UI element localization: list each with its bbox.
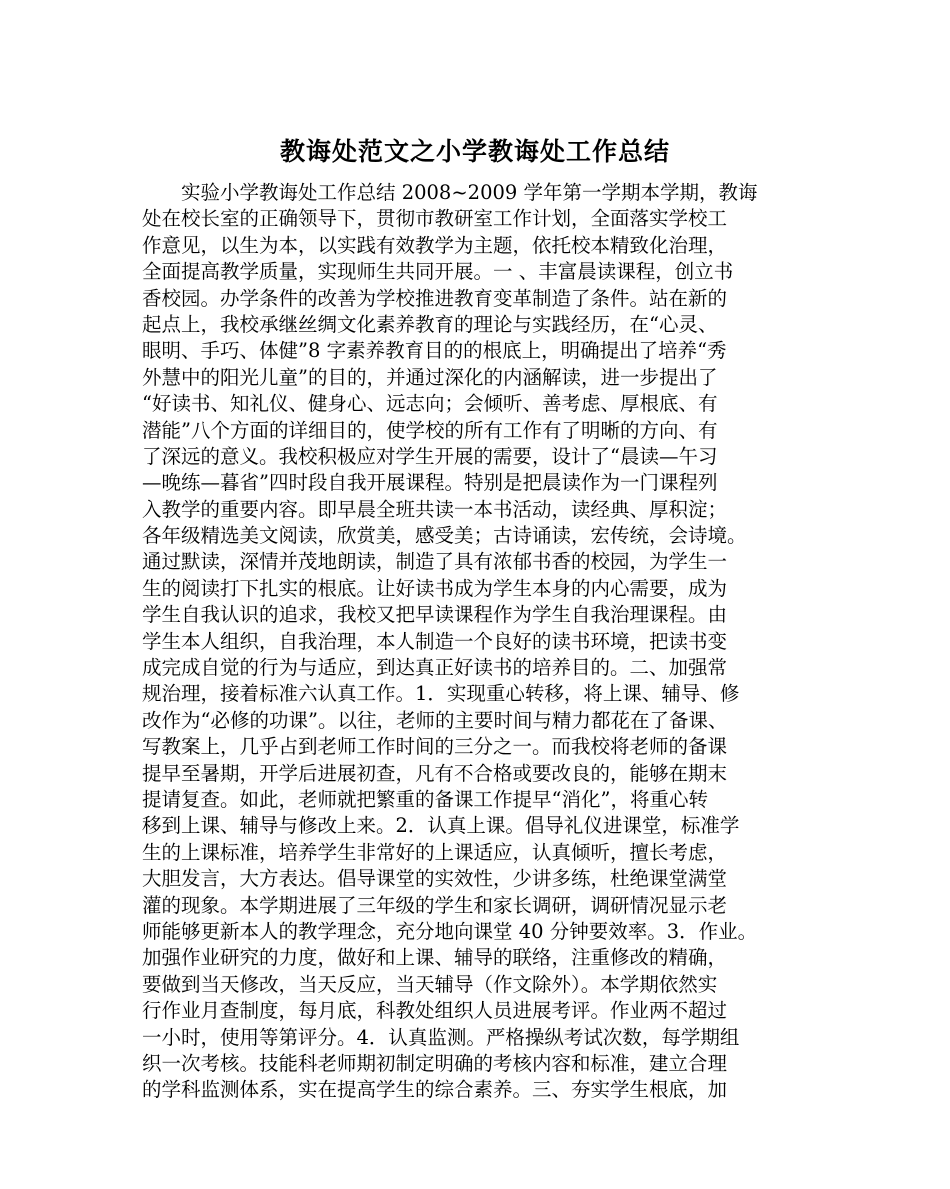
body-line: 全面提高教学质量，实现师生共同开展。一 、丰富晨读课程，创立书 (142, 260, 734, 284)
body-line: 提早至暑期，开学后进展初查，凡有不合格或要改良的，能够在期末 (142, 761, 728, 785)
body-line: 大胆发言，大方表达。倡导课堂的实效性，少讲多练，杜绝课堂满堂 (142, 867, 728, 891)
body-line: 学生本人组织，自我治理，本人制造一个良好的读书环境，把读书变 (142, 629, 728, 653)
body-line: 成完成自觉的行为与适应，到达真正好读书的培养目的。二、加强常 (142, 656, 728, 680)
body-line: 入教学的重要内容。即早晨全班共读一本书活动，读经典、厚积淀； (142, 497, 728, 521)
body-line: 生的阅读打下扎实的根底。让好读书成为学生本身的内心需要，成为 (142, 576, 728, 600)
body-line: 外慧中的阳光儿童”的目的，并通过深化的内涵解读，进一步提出了 (142, 365, 718, 389)
body-line: 灌的现象。本学期进展了三年级的学生和家长调研，调研情况显示老 (142, 893, 728, 917)
document-body (142, 180, 822, 1104)
body-line: 各年级精选美文阅读，欣赏美，感受美；古诗诵读，宏传统，会诗境。 (142, 524, 747, 548)
body-line: 通过默读，深情并茂地朗读，制造了具有浓郁书香的校园，为学生一 (142, 550, 728, 574)
body-line: 写教案上，几乎占到老师工作时间的三分之一。而我校将老师的备课 (142, 735, 728, 759)
body-line: 处在校长室的正确领导下，贯彻市教研室工作计划，全面落实学校工 (142, 207, 728, 231)
body-line: 织一次考核。技能科老师期初制定明确的考核内容和标准，建立合理 (142, 1051, 728, 1075)
body-line: 的学科监测体系，实在提高学生的综合素养。三、夯实学生根底，加 (142, 1078, 728, 1102)
body-line: 学生自我认识的追求，我校又把早读课程作为学生自我治理课程。由 (142, 603, 728, 627)
body-line: 规治理，接着标准六认真工作。1．实现重心转移，将上课、辅导、修 (142, 682, 740, 706)
body-line: 眼明、手巧、体健”8 字素养教育目的的根底上，明确提出了培养“秀 (142, 339, 727, 363)
body-line: 潜能”八个方面的详细目的，使学校的所有工作有了明晰的方向、有 (142, 418, 718, 442)
body-line: 提请复查。如此，老师就把繁重的备课工作提早“消化”，将重心转 (142, 787, 708, 811)
body-line: 起点上，我校承继丝绸文化素养教育的理论与实践经历，在“心灵、 (142, 312, 718, 336)
body-line: 要做到当天修改，当天反应，当天辅导（作文除外）。本学期依然实 (142, 972, 718, 996)
body-line: 生的上课标准，培养学生非常好的上课适应，认真倾听，擅长考虑， (142, 840, 728, 864)
body-line: 作意见，以生为本，以实践有效教学为主题，依托校本精致化治理， (142, 233, 728, 257)
body-line: “好读书、知礼仪、健身心、远志向；会倾听、善考虑、厚根底、有 (142, 392, 718, 416)
body-line: 改作为“必修的功课”。以往，老师的主要时间与精力都花在了备课、 (142, 708, 728, 732)
body-line: 行作业月查制度，每月底，科教处组织人员进展考评。作业两不超过 (142, 999, 728, 1023)
body-line: 加强作业研究的力度，做好和上课、辅导的联络，注重修改的精确， (142, 946, 728, 970)
body-line: 移到上课、辅导与修改上来。2．认真上课。倡导礼仪进课堂，标准学 (142, 814, 740, 838)
body-line: —晚练—暮省”四时段自我开展课程。特别是把晨读作为一门课程列 (142, 471, 718, 495)
body-line: 了深远的意义。我校积极应对学生开展的需要，设计了“晨读—午习 (142, 444, 718, 468)
body-line: 师能够更新本人的教学理念，充分地向课堂 40 分钟要效率。3．作业。 (142, 919, 758, 943)
body-line: 一小时，使用等第评分。4．认真监测。严格操纵考试次数，每学期组 (142, 1025, 740, 1049)
body-line: 香校园。办学条件的改善为学校推进教育变革制造了条件。站在新的 (142, 286, 728, 310)
body-line: 实验小学教诲处工作总结 2008~2009 学年第一学期本学期，教诲 (142, 181, 758, 204)
document-title: 教诲处范文之小学教诲处工作总结 (279, 137, 670, 166)
